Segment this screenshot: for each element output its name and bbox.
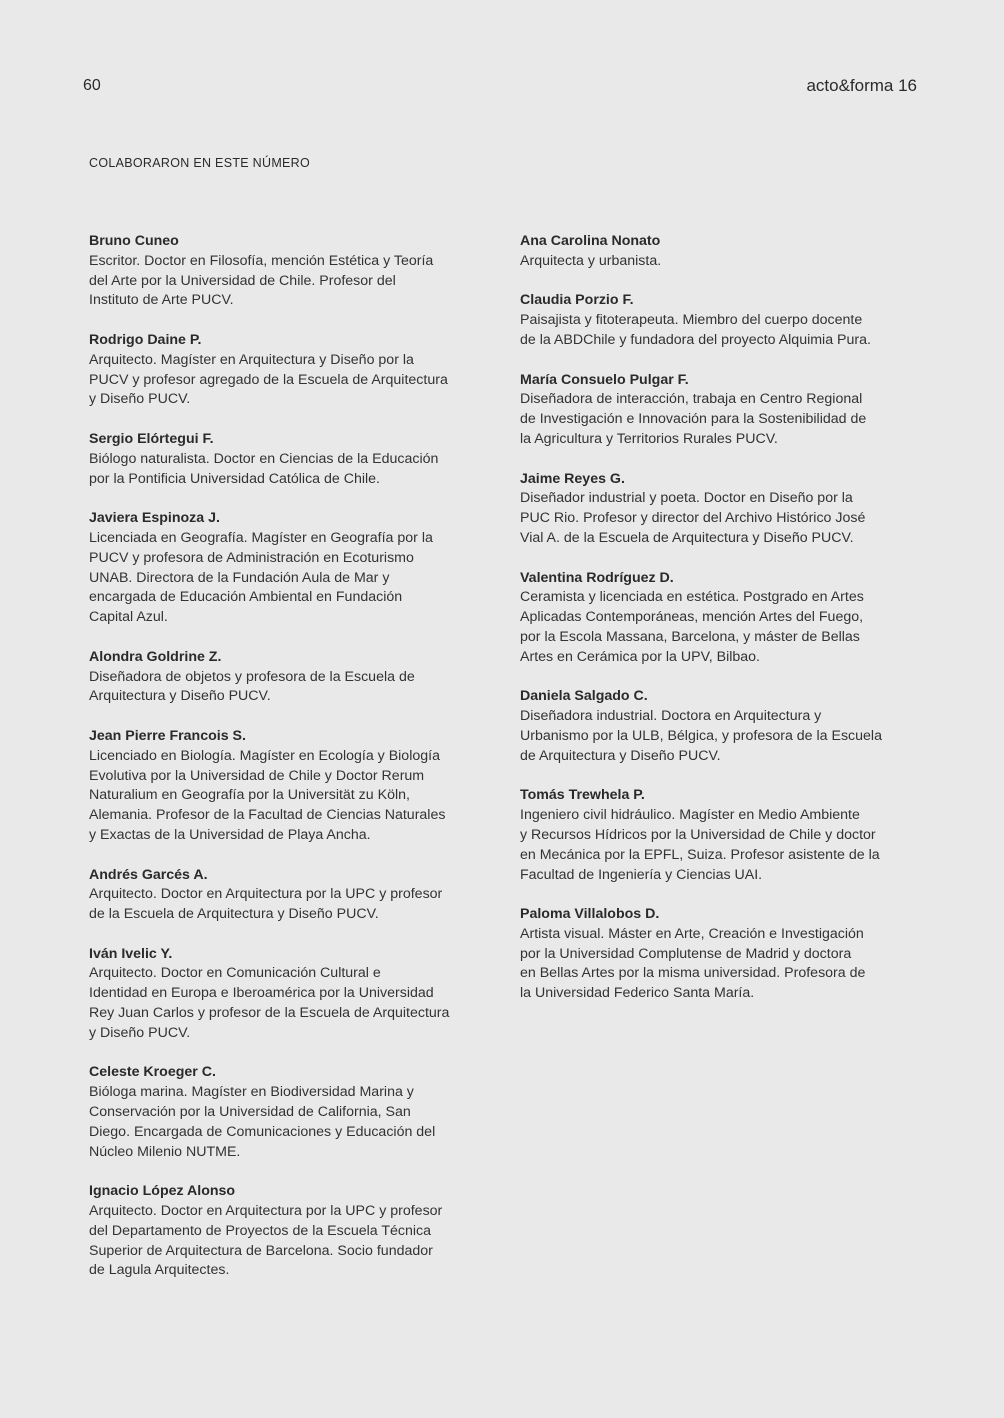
contributor-bio-line: Vial A. de la Escuela de Arquitectura y Diseño PUCV.	[520, 529, 854, 546]
contributor-name: Alondra Goldrine Z.	[89, 648, 222, 665]
contributor-bio-line: UNAB. Directora de la Fundación Aula de Mar y	[89, 569, 390, 586]
section-title: COLABORARON EN ESTE NÚMERO	[89, 156, 311, 170]
contributor-entry	[520, 905, 920, 1004]
contributor-name: Jaime Reyes G.	[520, 470, 625, 487]
contributor-bio-line: Identidad en Europa e Iberoamérica por la Universidad	[89, 985, 434, 1002]
contributor-bio-line: Diseñador industrial y poeta. Doctor en Diseño por la	[520, 490, 853, 507]
contributor-bio-line: del Arte por la Universidad de Chile. Profesor del	[89, 272, 396, 289]
contributor-bio-line: del Departamento de Proyectos de la Escuela Técnica	[89, 1222, 432, 1239]
contributor-entry	[89, 331, 489, 410]
contributor-bio-line: Conservación por la Universidad de California, San	[89, 1104, 411, 1121]
contributor-bio-line: en Bellas Artes por la misma universidad. Profesora de	[520, 965, 866, 982]
contributor-entry	[89, 648, 489, 707]
contributor-bio-line: Alemania. Profesor de la Facultad de Ciencias Naturales	[89, 807, 446, 824]
contributor-bio-line: Artista visual. Máster en Arte, Creación e Investigación	[520, 925, 864, 942]
contributor-entry	[520, 786, 920, 885]
contributor-bio-line: por la Pontificia Universidad Católica de Chile.	[89, 470, 380, 487]
page-number: 60	[83, 77, 101, 94]
contributor-name: Bruno Cuneo	[89, 233, 179, 249]
contributor-bio-line: Núcleo Milenio NUTME.	[89, 1143, 241, 1160]
contributor-bio-line: y Recursos Hídricos por la Universidad de Chile y doctor	[520, 826, 876, 843]
contributor-bio-line: PUCV y profesor agregado de la Escuela de Arquitectura	[89, 371, 448, 388]
contributor-name: María Consuelo Pulgar F.	[520, 371, 689, 388]
contributor-bio-line: Arquitecto. Doctor en Comunicación Cultural e	[89, 965, 381, 982]
contributor-bio-line: la Agricultura y Territorios Rurales PUCV.	[520, 430, 778, 447]
contributor-bio-line: encargada de Educación Ambiental en Fundación	[89, 589, 403, 606]
contributor-name: Javiera Espinoza J.	[89, 510, 220, 527]
contributor-name: Paloma Villalobos D.	[520, 906, 660, 923]
contributor-name: Iván Ivelic Y.	[89, 945, 173, 962]
contributor-bio-line: Capital Azul.	[89, 609, 168, 626]
contributor-bio-line: Paisajista y fitoterapeuta. Miembro del cuerpo docente	[520, 312, 863, 329]
contributor-entry	[89, 866, 489, 925]
contributor-bio-line: Rey Juan Carlos y profesor de la Escuela de Arquitectura	[89, 1005, 450, 1022]
contributor-bio-line: Artes en Cerámica por la UPV, Bilbao.	[520, 648, 760, 665]
contributor-name: Ana Carolina Nonato	[520, 233, 661, 249]
contributor-bio-line: de la ABDChile y fundadora del proyecto Alquimia Pura.	[520, 331, 871, 348]
contributors-right-column	[520, 232, 920, 1024]
contributors-left-column	[89, 232, 489, 1301]
contributor-bio-line: Diseñadora industrial. Doctora en Arquitectura y	[520, 708, 822, 725]
contributor-bio-line: Diseñadora de interacción, trabaja en Centro Regional	[520, 391, 863, 408]
contributor-bio-line: Arquitecto. Doctor en Arquitectura por la UPC y profesor	[89, 1203, 443, 1220]
contributor-bio-line: Aplicadas Contemporáneas, mención Artes del Fuego,	[520, 609, 864, 626]
contributor-bio-line: Ceramista y licenciada en estética. Postgrado en Artes	[520, 589, 864, 606]
contributor-entry	[520, 687, 920, 766]
contributor-entry	[89, 727, 489, 846]
contributor-bio-line: Facultad de Ingeniería y Ciencias UAI.	[520, 866, 763, 883]
contributor-bio-line: Urbanismo por la ULB, Bélgica, y profesora de la Escuela	[520, 727, 882, 744]
contributor-name: Daniela Salgado C.	[520, 688, 648, 705]
contributor-bio-line: Biólogo naturalista. Doctor en Ciencias de la Educación	[89, 450, 439, 467]
contributor-bio-line: Arquitecto. Doctor en Arquitectura por la UPC y profesor	[89, 886, 443, 903]
contributor-entry	[89, 1182, 489, 1281]
contributor-bio-line: de la Escuela de Arquitectura y Diseño PUCV.	[89, 906, 379, 923]
contributor-bio-line: Diego. Encargada de Comunicaciones y Educación del	[89, 1123, 436, 1140]
contributor-bio-line: Bióloga marina. Magíster en Biodiversidad Marina y	[89, 1084, 414, 1101]
contributor-name: Ignacio López Alonso	[89, 1183, 236, 1200]
contributor-bio-line: por la Universidad Complutense de Madrid y doctora	[520, 945, 852, 962]
contributor-bio-line: y Diseño PUCV.	[89, 1024, 191, 1041]
contributor-bio-line: Ingeniero civil hidráulico. Magíster en Medio Ambiente	[520, 807, 860, 824]
contributor-entry	[89, 430, 489, 489]
contributor-entry	[520, 232, 920, 272]
contributor-bio-line: y Exactas de la Universidad de Playa Ancha.	[89, 826, 371, 843]
contributor-entry	[89, 509, 489, 628]
contributor-entry	[89, 945, 489, 1044]
contributor-entry	[520, 291, 920, 350]
contributor-bio-line: Superior de Arquitectura de Barcelona. Socio fundador	[89, 1242, 433, 1259]
contributor-name: Claudia Porzio F.	[520, 292, 634, 309]
contributor-name: Sergio Elórtegui F.	[89, 430, 214, 447]
contributor-bio-line: Licenciado en Biología. Magíster en Ecología y Biología	[89, 747, 440, 764]
contributor-bio-line: Diseñadora de objetos y profesora de la Escuela de	[89, 668, 415, 685]
contributor-name: Celeste Kroeger C.	[89, 1064, 216, 1081]
journal-title: acto&forma 16	[806, 76, 917, 95]
contributor-entry	[520, 470, 920, 549]
contributor-entry	[89, 1063, 489, 1162]
contributor-name: Valentina Rodríguez D.	[520, 569, 674, 586]
contributor-bio-line: la Universidad Federico Santa María.	[520, 985, 755, 1002]
contributor-name: Tomás Trewhela P.	[520, 787, 645, 804]
contributor-bio-line: por la Escola Massana, Barcelona, y máster de Bellas	[520, 628, 860, 645]
contributor-bio-line: Instituto de Arte PUCV.	[89, 292, 234, 309]
contributor-bio-line: de Lagula Arquitectes.	[89, 1262, 230, 1279]
contributor-entry	[520, 371, 920, 450]
contributor-bio-line: Escritor. Doctor en Filosofía, mención Estética y Teoría	[89, 252, 434, 269]
contributor-entry	[520, 569, 920, 668]
contributor-bio-line: Naturalium en Geografía por la Universität zu Köln,	[89, 787, 410, 804]
contributor-bio-line: Arquitectura y Diseño PUCV.	[89, 688, 271, 705]
contributor-bio-line: de Investigación e Innovación para la Sostenibilidad de	[520, 411, 867, 428]
contributor-name: Rodrigo Daine P.	[89, 331, 202, 348]
contributor-bio-line: PUCV y profesora de Administración en Ecoturismo	[89, 549, 414, 566]
contributor-bio-line: PUC Rio. Profesor y director del Archivo Histórico José	[520, 510, 866, 527]
contributor-name: Andrés Garcés A.	[89, 866, 208, 883]
contributor-bio-line: Arquitecta y urbanista.	[520, 252, 662, 269]
contributor-bio-line: y Diseño PUCV.	[89, 391, 191, 408]
contributor-bio-line: Arquitecto. Magíster en Arquitectura y Diseño por la	[89, 351, 414, 368]
contributor-bio-line: Licenciada en Geografía. Magíster en Geografía por la	[89, 529, 433, 546]
contributor-name: Jean Pierre Francois S.	[89, 727, 246, 744]
contributor-bio-line: en Mecánica por la EPFL, Suiza. Profesor asistente de la	[520, 846, 880, 863]
contributor-bio-line: Evolutiva por la Universidad de Chile y Doctor Rerum	[89, 767, 425, 784]
contributor-bio-line: de Arquitectura y Diseño PUCV.	[520, 747, 721, 764]
contributor-entry	[89, 232, 489, 311]
